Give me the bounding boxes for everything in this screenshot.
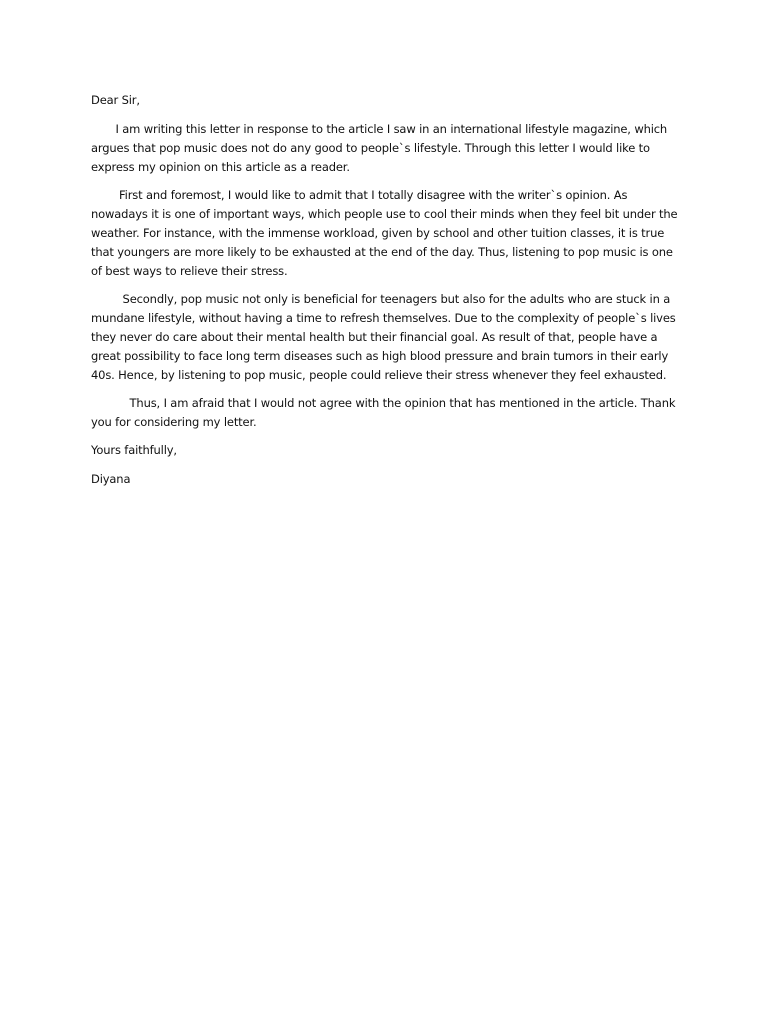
paragraph-line: argues that pop music does not do any good to people`s lifestyle. Through this letter I would like to [91, 141, 650, 155]
paragraph-line: great possibility to face long term diseases such as high blood pressure and brain tumors in their early [91, 349, 669, 363]
paragraph-line: 40s. Hence, by listening to pop music, people could relieve their stress whenever they feel exhausted. [91, 368, 667, 382]
paragraph-line: First and foremost, I would like to admit that I totally disagree with the writer`s opinion. As [91, 188, 628, 202]
signature-text: Diyana [91, 472, 131, 486]
paragraph-line: Secondly, pop music not only is beneficial for teenagers but also for the adults who are stuck in a [91, 292, 671, 306]
paragraph-line: you for considering my letter. [91, 415, 257, 429]
closing-text: Yours faithfully, [91, 443, 177, 457]
paragraph-line: nowadays it is one of important ways, which people use to cool their minds when they feel bit under the [91, 207, 678, 221]
paragraph-3 [91, 290, 679, 385]
paragraph-line: weather. For instance, with the immense workload, given by school and other tuition classes, it is true [91, 226, 665, 240]
paragraph-1 [91, 120, 679, 177]
paragraph-line: express my opinion on this article as a reader. [91, 160, 350, 174]
paragraph-line: of best ways to relieve their stress. [91, 264, 288, 278]
paragraph-line: they never do care about their mental health but their financial goal. As result of that, people have a [91, 330, 658, 344]
paragraph-line: Thus, I am afraid that I would not agree with the opinion that has mentioned in the article. Thank [91, 396, 676, 410]
salutation [91, 91, 679, 110]
paragraph-line: mundane lifestyle, without having a time to refresh themselves. Due to the complexity of people`s lives [91, 311, 676, 325]
paragraph-4 [91, 394, 679, 432]
paragraph-2 [91, 186, 679, 281]
signature [91, 470, 679, 489]
letter-body [91, 91, 679, 498]
paragraph-line: I am writing this letter in response to the article I saw in an international lifestyle magazine, which [91, 122, 668, 136]
salutation-text: Dear Sir, [91, 93, 140, 107]
paragraph-line: that youngers are more likely to be exhausted at the end of the day. Thus, listening to pop music is one [91, 245, 673, 259]
closing [91, 441, 679, 460]
